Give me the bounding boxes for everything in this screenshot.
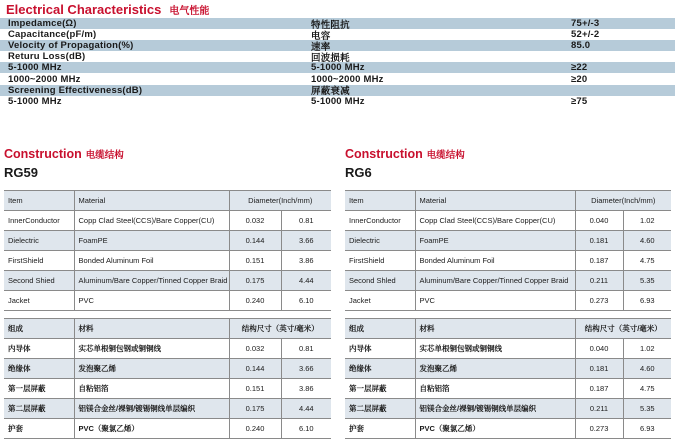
cell-inch: 0.040 <box>575 211 623 231</box>
cell-item: FirstShield <box>345 251 415 271</box>
cell-mm: 1.02 <box>623 211 671 231</box>
table-row <box>345 271 671 291</box>
cell-inch: 0.175 <box>229 399 281 419</box>
rg6-english-table <box>345 190 671 311</box>
cell-material: 发泡聚乙烯 <box>74 359 229 379</box>
cell-material: 自粘铝箔 <box>74 379 229 399</box>
cell-material: 铝镁合金丝/裸铜/镀锡铜线单层编织 <box>74 399 229 419</box>
cell-inch: 0.151 <box>229 379 281 399</box>
cell-inch: 0.175 <box>229 271 281 291</box>
cell-inch: 0.187 <box>575 379 623 399</box>
param-cn: 回波损耗 <box>311 52 350 64</box>
param-value: 85.0 <box>571 40 591 52</box>
cell-item: Second Shled <box>345 271 415 291</box>
cell-material: Bonded Aluminum Foil <box>74 251 229 271</box>
cell-mm: 3.86 <box>281 251 331 271</box>
cell-item: 第二层屏蔽 <box>345 399 415 419</box>
cell-material: PVC <box>415 291 575 311</box>
cell-material: 自粘铝箔 <box>415 379 575 399</box>
header-material: 材料 <box>415 319 575 339</box>
rg59-english-table <box>4 190 331 311</box>
header-diameter: 结构尺寸（英寸/毫米） <box>229 319 331 339</box>
cell-item: InnerConductor <box>4 211 74 231</box>
header-material: Material <box>415 191 575 211</box>
header-item: 组成 <box>345 319 415 339</box>
header-item: Item <box>345 191 415 211</box>
table-row <box>4 419 331 439</box>
table-row <box>4 251 331 271</box>
cell-item: Jacket <box>345 291 415 311</box>
cell-material: 实芯单根铜包钢或铜铜线 <box>74 339 229 359</box>
param-cn: 屏蔽衰减 <box>311 86 350 98</box>
param-value: ≥75 <box>571 95 588 107</box>
table-row <box>4 399 331 419</box>
param-cn: 1000~2000 MHz <box>311 73 384 85</box>
table-row <box>345 291 671 311</box>
table-row <box>345 339 671 359</box>
cell-mm: 4.60 <box>623 231 671 251</box>
table-header-row <box>4 319 331 339</box>
cell-inch: 0.187 <box>575 251 623 271</box>
param-en: Screening Effectiveness(dB) <box>8 84 143 96</box>
cell-inch: 0.144 <box>229 359 281 379</box>
cell-inch: 0.032 <box>229 339 281 359</box>
header-material: 材料 <box>74 319 229 339</box>
cell-mm: 6.10 <box>281 291 331 311</box>
table-row <box>345 359 671 379</box>
header-diameter: Diameter(Inch/mm) <box>575 191 671 211</box>
table-header-row <box>345 191 671 211</box>
cell-mm: 6.93 <box>623 291 671 311</box>
cell-mm: 5.35 <box>623 399 671 419</box>
table-header-row <box>345 319 671 339</box>
cell-material: 铝镁合金丝/裸铜/镀锡铜线单层编织 <box>415 399 575 419</box>
cell-mm: 4.44 <box>281 271 331 291</box>
param-en: Capacitance(pF/m) <box>8 29 97 41</box>
electrical-row <box>0 62 675 73</box>
rg59-chinese-table <box>4 318 331 439</box>
cell-inch: 0.181 <box>575 359 623 379</box>
cell-item: 内导体 <box>345 339 415 359</box>
cell-material: PVC（聚氯乙烯） <box>74 419 229 439</box>
header-material: Material <box>74 191 229 211</box>
cell-item: 第一层屏蔽 <box>345 379 415 399</box>
cell-mm: 4.75 <box>623 379 671 399</box>
table-row <box>345 211 671 231</box>
cell-item: 第二层屏蔽 <box>4 399 74 419</box>
cell-material: 实芯单根铜包钢或铜铜线 <box>415 339 575 359</box>
cell-inch: 0.240 <box>229 291 281 311</box>
cell-item: 护套 <box>345 419 415 439</box>
table-row <box>4 231 331 251</box>
header-diameter: Diameter(Inch/mm) <box>229 191 331 211</box>
cell-item: Dielectric <box>345 231 415 251</box>
cell-inch: 0.151 <box>229 251 281 271</box>
cell-item: Second Shied <box>4 271 74 291</box>
cell-mm: 6.10 <box>281 419 331 439</box>
rg6-construction-title <box>345 147 465 161</box>
construction-title-en: Construction <box>4 147 82 161</box>
param-cn: 速率 <box>311 41 331 53</box>
cell-mm: 0.81 <box>281 339 331 359</box>
cell-item: 第一层屏蔽 <box>4 379 74 399</box>
cell-item: InnerConductor <box>345 211 415 231</box>
construction-title-cn: 电缆结构 <box>426 150 465 161</box>
param-en: 5-1000 MHz <box>8 62 62 74</box>
cell-inch: 0.211 <box>575 271 623 291</box>
electrical-row <box>0 51 675 62</box>
rg6-model-label: RG6 <box>345 165 372 180</box>
cell-material: Copp Clad Steel(CCS)/Bare Copper(CU) <box>415 211 575 231</box>
table-row <box>345 251 671 271</box>
cell-material: FoamPE <box>74 231 229 251</box>
cell-mm: 4.44 <box>281 399 331 419</box>
cell-mm: 4.75 <box>623 251 671 271</box>
rg6-chinese-table <box>345 318 671 439</box>
cell-mm: 3.66 <box>281 231 331 251</box>
param-en: 5-1000 MHz <box>8 95 62 107</box>
cell-mm: 1.02 <box>623 339 671 359</box>
electrical-title-en: Electrical Characteristics <box>6 2 162 17</box>
cell-item: 绝缘体 <box>4 359 74 379</box>
param-en: Velocity of Propagation(%) <box>8 40 134 52</box>
table-row <box>345 231 671 251</box>
electrical-row <box>0 96 675 107</box>
rg59-construction-title <box>4 147 124 161</box>
cell-item: Jacket <box>4 291 74 311</box>
param-en: 1000~2000 MHz <box>8 73 81 85</box>
electrical-row <box>0 85 675 96</box>
cell-item: FirstShield <box>4 251 74 271</box>
cell-material: PVC（聚氯乙烯） <box>415 419 575 439</box>
param-value: ≥22 <box>571 62 588 74</box>
header-item: Item <box>4 191 74 211</box>
table-row <box>4 359 331 379</box>
construction-title-cn: 电缆结构 <box>85 150 124 161</box>
cell-mm: 3.66 <box>281 359 331 379</box>
header-diameter: 结构尺寸（英寸/毫米） <box>575 319 671 339</box>
cell-material: Bonded Aluminum Foil <box>415 251 575 271</box>
cell-inch: 0.240 <box>229 419 281 439</box>
cell-material: 发泡聚乙烯 <box>415 359 575 379</box>
param-value: ≥20 <box>571 73 588 85</box>
electrical-table <box>0 18 675 107</box>
table-header-row <box>4 191 331 211</box>
table-row <box>345 399 671 419</box>
cell-material: Aluminum/Bare Copper/Tinned Copper Braid <box>415 271 575 291</box>
table-row <box>4 211 331 231</box>
cell-inch: 0.144 <box>229 231 281 251</box>
cell-mm: 0.81 <box>281 211 331 231</box>
cell-inch: 0.211 <box>575 399 623 419</box>
cell-material: PVC <box>74 291 229 311</box>
header-item: 组成 <box>4 319 74 339</box>
table-row <box>4 379 331 399</box>
cell-inch: 0.040 <box>575 339 623 359</box>
cell-item: 绝缘体 <box>345 359 415 379</box>
table-row <box>345 379 671 399</box>
table-row <box>4 271 331 291</box>
cell-material: Aluminum/Bare Copper/Tinned Copper Braid <box>74 271 229 291</box>
cell-material: Copp Clad Steel(CCS)/Bare Copper(CU) <box>74 211 229 231</box>
cell-mm: 6.93 <box>623 419 671 439</box>
electrical-characteristics-title <box>6 2 209 17</box>
cell-inch: 0.181 <box>575 231 623 251</box>
electrical-title-cn: 电气性能 <box>169 6 210 17</box>
cell-inch: 0.273 <box>575 419 623 439</box>
construction-title-en: Construction <box>345 147 423 161</box>
cell-item: 内导体 <box>4 339 74 359</box>
table-row <box>345 419 671 439</box>
param-value: 75+/-3 <box>571 18 600 30</box>
param-en: Returu Loss(dB) <box>8 51 86 63</box>
param-value: 52+/-2 <box>571 29 600 41</box>
cell-inch: 0.032 <box>229 211 281 231</box>
param-cn: 5-1000 MHz <box>311 95 365 107</box>
param-cn: 5-1000 MHz <box>311 62 365 74</box>
cell-mm: 3.86 <box>281 379 331 399</box>
cell-mm: 4.60 <box>623 359 671 379</box>
param-cn: 特性阻抗 <box>311 19 350 31</box>
table-row <box>4 291 331 311</box>
cell-item: 护套 <box>4 419 74 439</box>
param-cn: 电容 <box>311 30 331 42</box>
cell-item: Dielectric <box>4 231 74 251</box>
cell-mm: 5.35 <box>623 271 671 291</box>
rg59-model-label: RG59 <box>4 165 38 180</box>
cell-inch: 0.273 <box>575 291 623 311</box>
table-row <box>4 339 331 359</box>
param-en: Impedamce(Ω) <box>8 18 77 30</box>
cell-material: FoamPE <box>415 231 575 251</box>
